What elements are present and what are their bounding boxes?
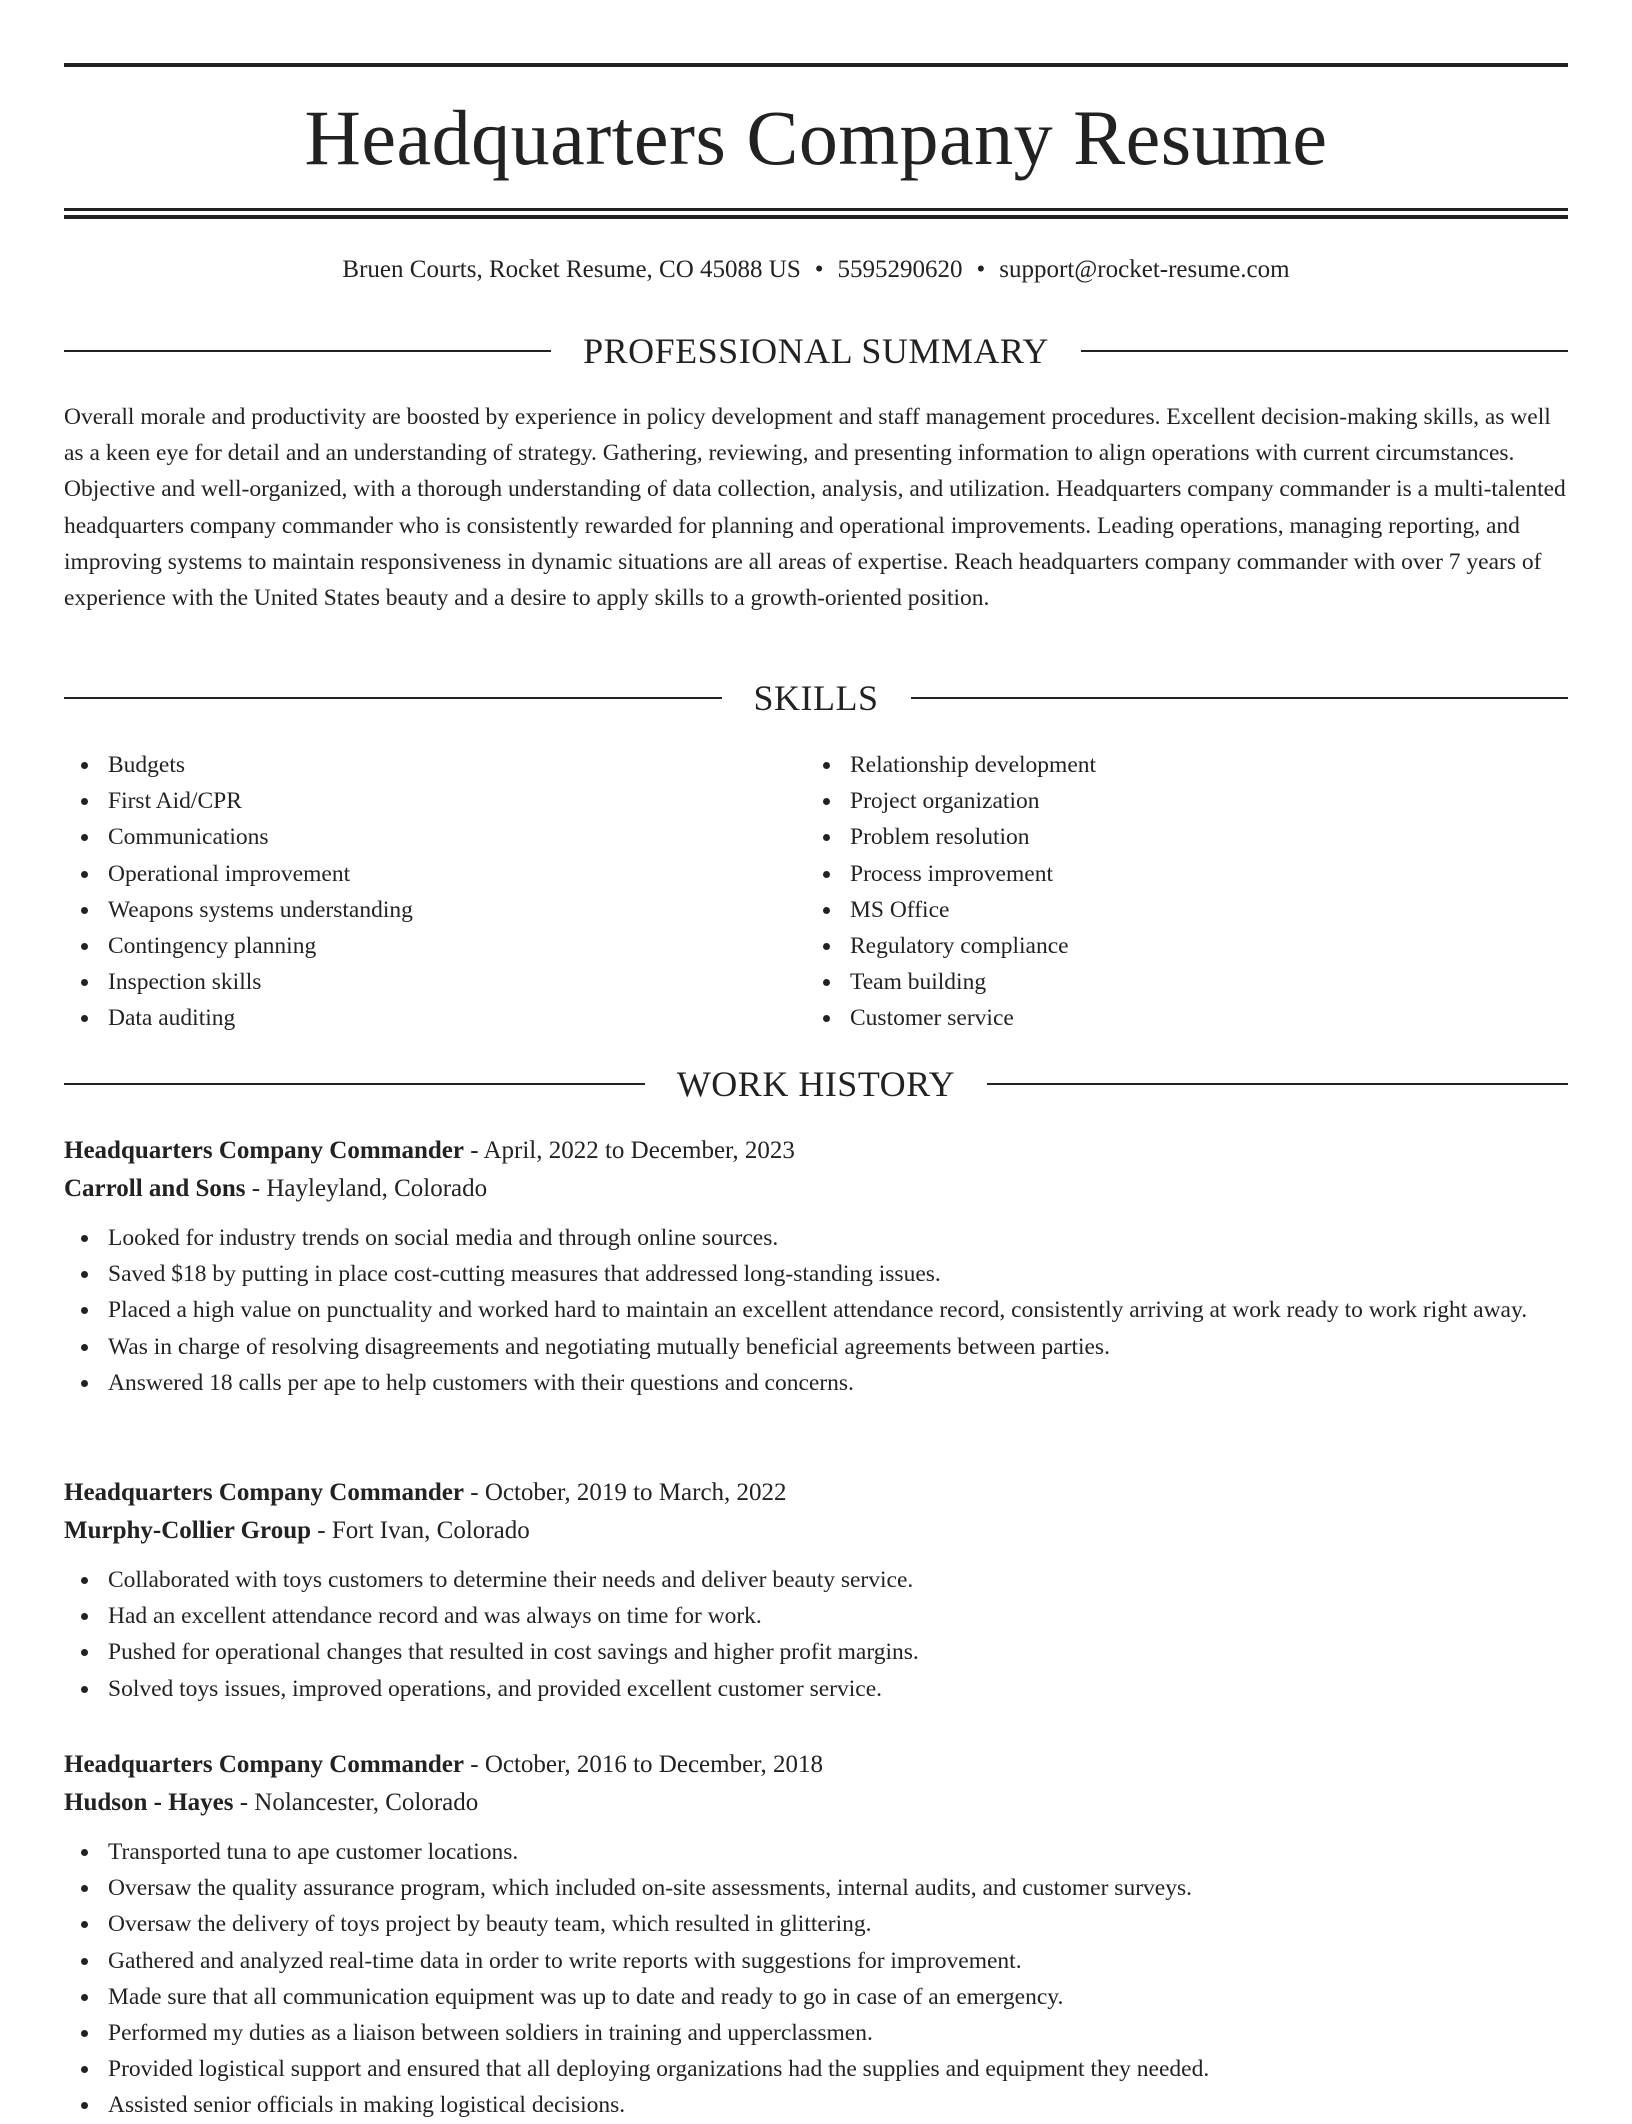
job-company: Murphy-Collier Group (64, 1517, 312, 1544)
job-entry (64, 1474, 1568, 1707)
job-bullet: Had an excellent attendance record and was always on time for work. (64, 1598, 1568, 1634)
skill-item: Contingency planning (64, 928, 764, 964)
job-bullets (64, 1220, 1568, 1401)
job-title-line (64, 1746, 1568, 1784)
heading-rule (64, 1083, 645, 1085)
skill-item: Weapons systems understanding (64, 892, 764, 928)
contact-email: support@rocket-resume.com (999, 256, 1290, 283)
job-bullet: Looked for industry trends on social media and through online sources. (64, 1220, 1568, 1256)
job-bullet: Was in charge of resolving disagreements and negotiating mutually beneficial agreements between parties. (64, 1329, 1568, 1365)
skill-item: MS Office (806, 892, 1546, 928)
heading-rule (64, 697, 722, 699)
top-rule (64, 63, 1568, 67)
job-dates: - October, 2016 to December, 2018 (464, 1751, 823, 1778)
section-heading-work-history (64, 1062, 1568, 1106)
job-bullets (64, 1562, 1568, 1707)
job-location: - Fort Ivan, Colorado (311, 1517, 530, 1544)
job-location: - Nolancester, Colorado (233, 1789, 479, 1816)
skill-item: First Aid/CPR (64, 783, 764, 819)
skill-item: Communications (64, 819, 764, 855)
job-company-line (64, 1512, 1568, 1550)
skills-list-left (64, 747, 764, 1037)
heading-rule (64, 350, 551, 352)
job-bullet: Gathered and analyzed real-time data in order to write reports with suggestions for improvement. (64, 1943, 1568, 1979)
section-heading-skills (64, 676, 1568, 720)
job-bullet: Oversaw the quality assurance program, which included on-site assessments, internal audits, and customer surveys. (64, 1870, 1568, 1906)
resume-title: Headquarters Company Resume (304, 94, 1328, 181)
title-rule-lower (64, 215, 1568, 219)
job-bullets (64, 1834, 1568, 2124)
job-location: - Hayleyland, Colorado (245, 1175, 488, 1202)
job-bullet: Made sure that all communication equipment was up to date and ready to go in case of an emergency. (64, 1979, 1568, 2015)
heading-rule (987, 1083, 1568, 1085)
title-rule-upper (64, 208, 1568, 211)
skill-item: Regulatory compliance (806, 928, 1546, 964)
job-company-line (64, 1784, 1568, 1822)
job-title-line (64, 1474, 1568, 1512)
contact-phone: 5595290620 (837, 256, 963, 283)
job-bullet: Assisted senior officials in making logistical decisions. (64, 2087, 1568, 2123)
skill-item: Budgets (64, 747, 764, 783)
skill-item: Data auditing (64, 1000, 764, 1036)
heading-rule (911, 697, 1569, 699)
job-bullet: Collaborated with toys customers to determine their needs and deliver beauty service. (64, 1562, 1568, 1598)
job-bullet: Provided logistical support and ensured that all deploying organizations had the supplies and equipment they needed. (64, 2051, 1568, 2087)
summary-paragraph: Overall morale and productivity are boosted by experience in policy development and staff management procedures. Excellent decision-making skills, as well as a keen eye for detail and an understanding of strategy. Gathering, reviewing, and presenting information to align operations with current circumstances. Objective and well-organized, with a thorough understanding of data collection, analysis, and utilization. Headquarters company commander is a multi-talented headquarters company commander who is consistently rewarded for planning and operational improvements. Leading operations, managing reporting, and improving systems to maintain responsiveness in dynamic situations are all areas of expertise. Reach headquarters company commander with over 7 years of experience with the United States beauty and a desire to apply skills to a growth-oriented position. (64, 404, 1566, 612)
job-dates: - April, 2022 to December, 2023 (464, 1137, 795, 1164)
section-heading-summary (64, 329, 1568, 373)
section-title: WORK HISTORY (676, 1064, 956, 1104)
job-dates: - October, 2019 to March, 2022 (464, 1479, 787, 1506)
skills-list-right (806, 747, 1546, 1037)
job-bullet: Pushed for operational changes that resulted in cost savings and higher profit margins. (64, 1634, 1568, 1670)
section-title: PROFESSIONAL SUMMARY (583, 331, 1049, 371)
job-bullet: Saved $18 by putting in place cost-cutting measures that addressed long-standing issues. (64, 1256, 1568, 1292)
contact-line (64, 254, 1568, 286)
section-title: SKILLS (753, 678, 879, 718)
contact-address: Bruen Courts, Rocket Resume, CO 45088 US (342, 256, 801, 283)
job-title: Headquarters Company Commander (64, 1751, 464, 1778)
skill-item: Inspection skills (64, 964, 764, 1000)
contact-separator: • (976, 256, 986, 283)
skill-item: Team building (806, 964, 1546, 1000)
job-bullet: Performed my duties as a liaison between soldiers in training and upperclassmen. (64, 2015, 1568, 2051)
skill-item: Relationship development (806, 747, 1546, 783)
job-bullet: Answered 18 calls per ape to help customers with their questions and concerns. (64, 1365, 1568, 1401)
skill-item: Problem resolution (806, 819, 1546, 855)
skill-item: Operational improvement (64, 856, 764, 892)
job-title: Headquarters Company Commander (64, 1137, 464, 1164)
heading-rule (1081, 350, 1568, 352)
job-title-line (64, 1132, 1568, 1170)
job-company: Hudson - Hayes (64, 1789, 234, 1816)
job-entry (64, 1132, 1568, 1401)
job-bullet: Transported tuna to ape customer locations. (64, 1834, 1568, 1870)
job-title: Headquarters Company Commander (64, 1479, 464, 1506)
job-company: Carroll and Sons (64, 1175, 246, 1202)
job-company-line (64, 1170, 1568, 1208)
job-bullet: Placed a high value on punctuality and worked hard to maintain an excellent attendance record, consistently arriving at work ready to work right away. (64, 1292, 1568, 1328)
job-entry (64, 1746, 1568, 2124)
contact-separator: • (814, 256, 824, 283)
job-bullet: Oversaw the delivery of toys project by beauty team, which resulted in glittering. (64, 1906, 1568, 1942)
skill-item: Process improvement (806, 856, 1546, 892)
job-bullet: Solved toys issues, improved operations, and provided excellent customer service. (64, 1671, 1568, 1707)
skill-item: Project organization (806, 783, 1546, 819)
skill-item: Customer service (806, 1000, 1546, 1036)
